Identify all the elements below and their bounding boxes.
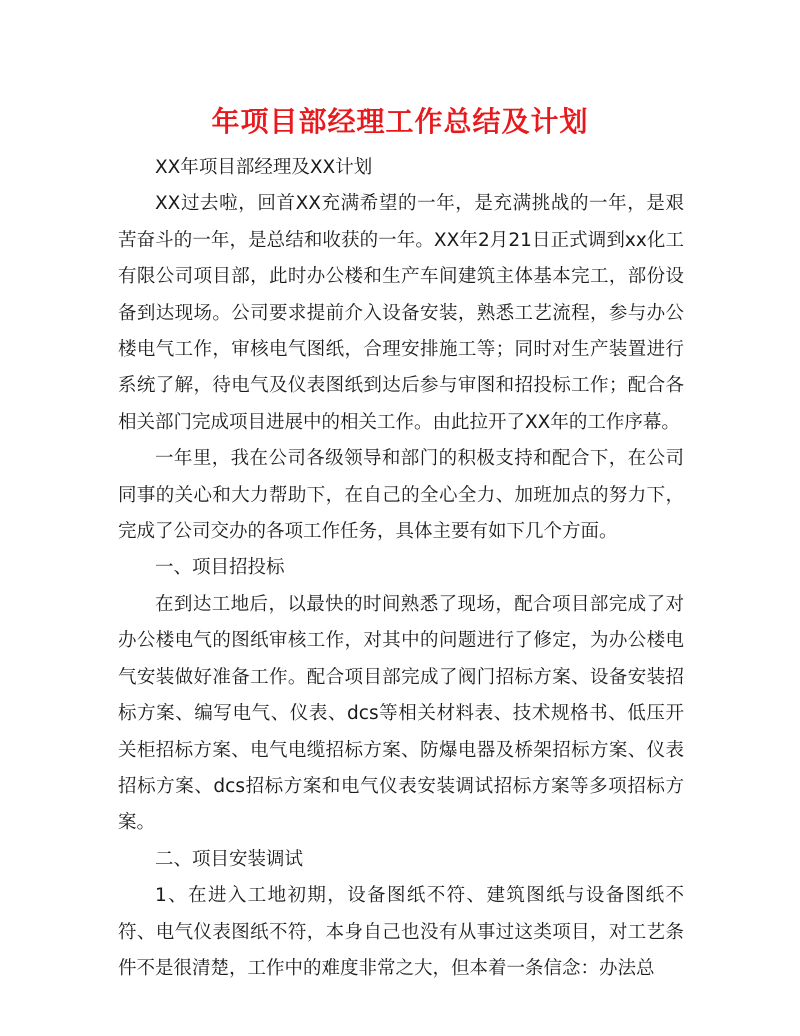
bidding-paragraph: 在到达工地后，以最快的时间熟悉了现场，配合项目部完成了对办公楼电气的图纸审核工作，对其中的问题进行了修定，为办公楼电气安装做好准备工作。配合项目部完成了阀门招标方案、设备安装招标方案、编写电气、仪表、dcs等相关材料表、技术规格书、低压开关柜招标方案、电气电缆招标方案、防爆电器及桥架招标方案、仪表招标方案、dcs招标方案和电气仪表安装调试招标方案等多项招标方案。 [118,593,684,834]
document-title: 年项目部经理工作总结及计划 [211,105,589,138]
section-heading-bidding: 一、项目招投标 [155,557,285,579]
intro-paragraph: XX过去啦，回首XX充满希望的一年，是充满挑战的一年，是艰苦奋斗的一年，是总结和收获的一年。XX年2月21日正式调到xx化工有限公司项目部，此时办公楼和生产车间建筑主体基本完工，部份设备到达现场。公司要求提前介入设备安装，熟悉工艺流程，参与办公楼电气工作，审核电气图纸，合理安排施工等；同时对生产装置进行系统了解，待电气及仪表图纸到达后参与审图和招投标工作；配合各相关部门完成项目进展中的相关工作。由此拉开了XX年的工作序幕。 [118,193,684,433]
section-heading-installation: 二、项目安装调试 [155,848,304,870]
document-body [118,150,684,987]
summary-paragraph: 一年里，我在公司各级领导和部门的积极支持和配合下，在公司同事的关心和大力帮助下，在自己的全心全力、加班加点的努力下，完成了公司交办的各项工作任务，具体主要有如下几个方面。 [118,448,684,543]
installation-paragraph: 1、在进入工地初期，设备图纸不符、建筑图纸与设备图纸不符、电气仪表图纸不符，本身自己也没有从事过这类项目，对工艺条件不是很清楚，工作中的难度非常之大，但本着一条信念：办法总 [118,885,684,979]
subtitle-paragraph: XX年项目部经理及XX计划 [155,157,373,178]
